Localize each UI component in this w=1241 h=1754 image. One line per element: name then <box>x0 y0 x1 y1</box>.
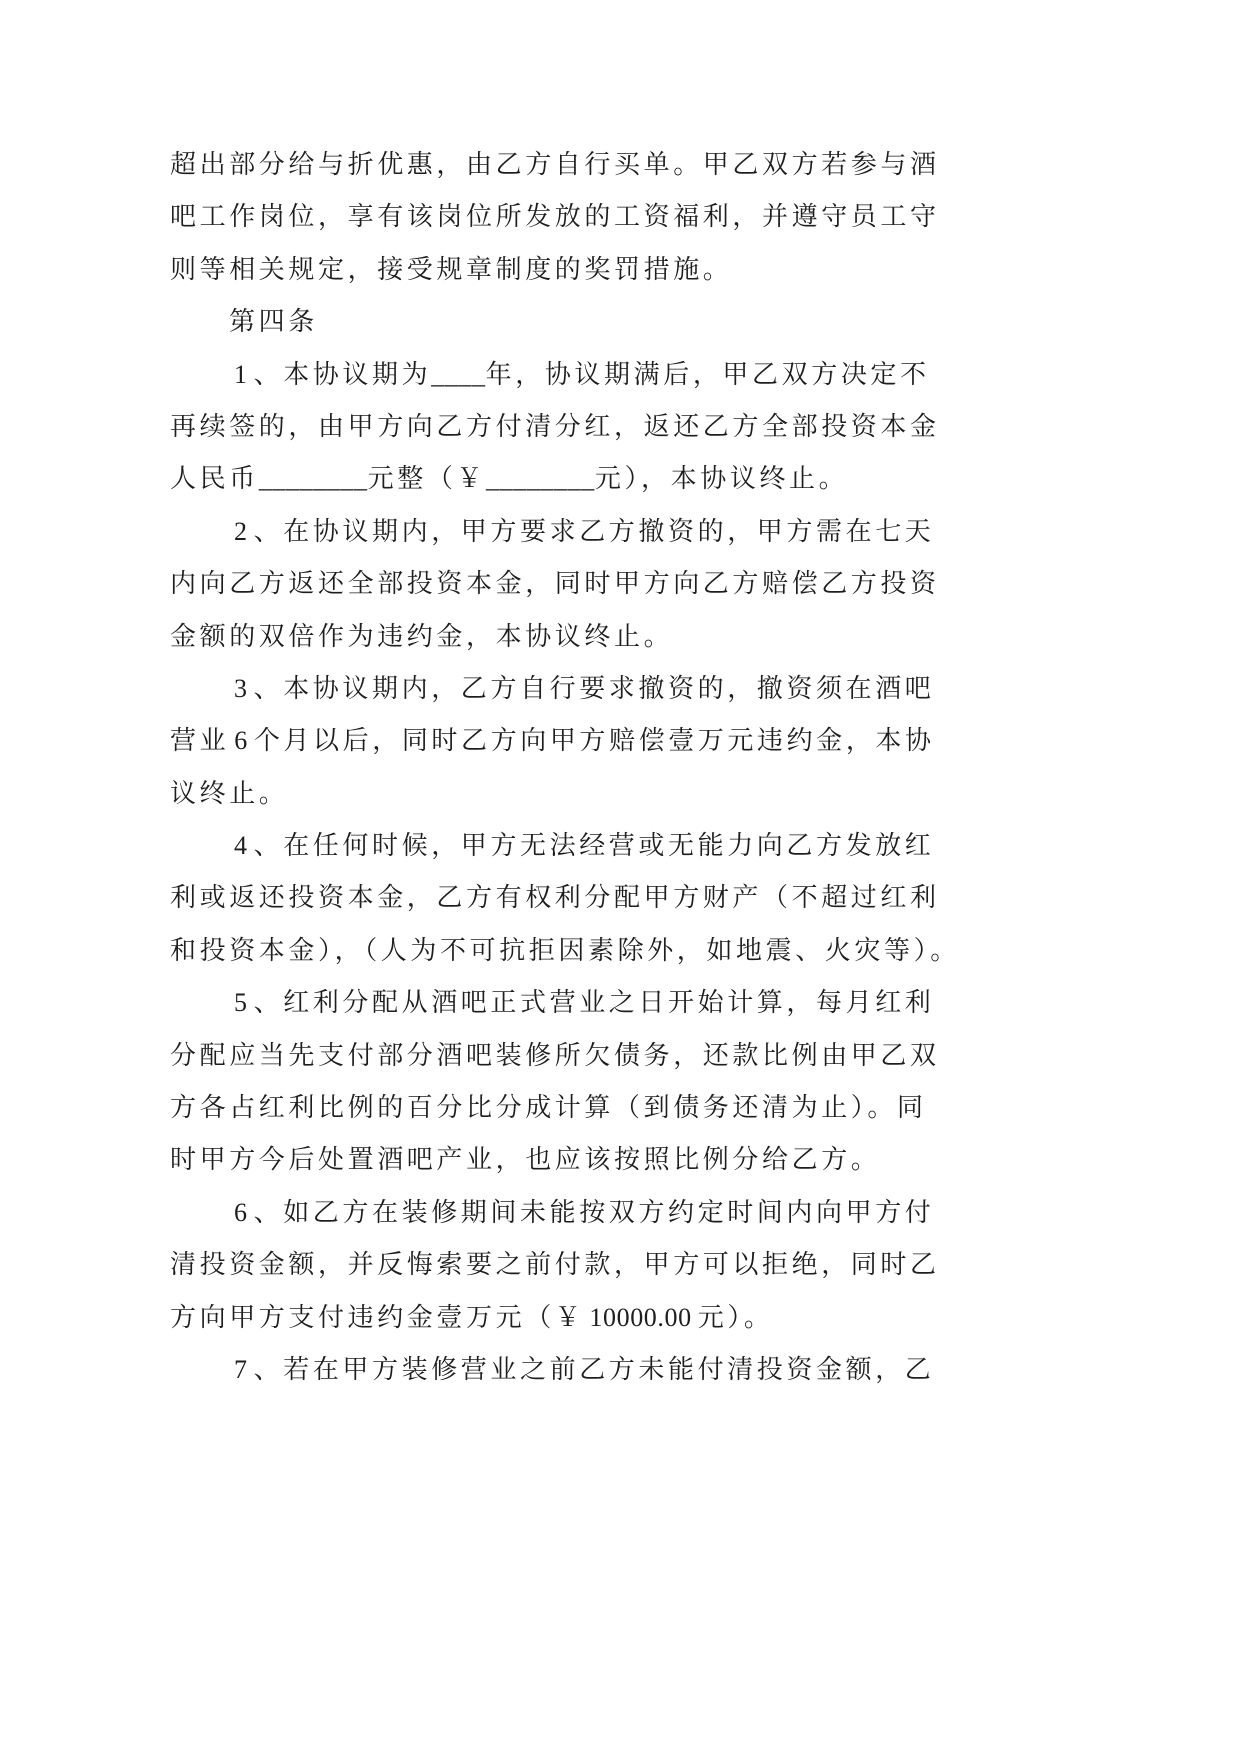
clause-1 <box>170 349 1170 506</box>
latin-run: 7 <box>234 1354 248 1384</box>
clause-7 <box>170 1344 1170 1396</box>
text-line: 再续签的，由甲方向乙方付清分红，返还乙方全部投资本金 <box>170 411 940 441</box>
text-line: 内向乙方返还全部投资本金，同时甲方向乙方赔偿乙方投资 <box>170 569 940 599</box>
document-body <box>170 139 1170 1396</box>
latin-run: ________ <box>486 464 595 494</box>
clause-6 <box>170 1187 1170 1344</box>
text-line: 清投资金额，并反悔索要之前付款，甲方可以拒绝，同时乙 <box>170 1250 940 1280</box>
article-heading-paragraph <box>170 296 1170 348</box>
text-line: 7 、若在甲方装修营业之前乙方未能付清投资金额，乙 <box>234 1354 935 1384</box>
latin-run: 10000.00 <box>589 1302 692 1332</box>
text-line: 和投资本金），（人为不可抗拒因素除外，如地震、火灾等）。 <box>170 935 960 965</box>
latin-run: 1 <box>234 359 248 389</box>
latin-run: ____ <box>431 359 486 389</box>
text-line: 3 、本协议期内，乙方自行要求撤资的，撤资须在酒吧 <box>234 673 935 703</box>
latin-run: 6 <box>234 726 248 756</box>
text-line: 4 、在任何时候，甲方无法经营或无能力向乙方发放红 <box>234 831 935 861</box>
latin-run: 6 <box>234 1197 248 1227</box>
latin-run: ________ <box>258 464 368 494</box>
latin-run: 5 <box>234 988 248 1018</box>
latin-run: 2 <box>234 516 248 546</box>
text-line: 人民币________元整（￥________元），本协议终止。 <box>170 464 849 494</box>
text-line: 2 、在协议期内，甲方要求乙方撤资的，甲方需在七天 <box>234 516 935 546</box>
latin-run: 4 <box>234 831 248 861</box>
clause-3 <box>170 663 1170 820</box>
text-line: 1 、本协议期为____年，协议期满后，甲乙双方决定不 <box>234 359 930 389</box>
text-line: 方向甲方支付违约金壹万元（￥ 10000.00 元）。 <box>170 1302 774 1332</box>
text-line: 6 、如乙方在装修期间未能按双方约定时间内向甲方付 <box>234 1197 935 1227</box>
text-line: 营业 6 个月以后，同时乙方向甲方赔偿壹万元违约金，本协 <box>170 726 935 756</box>
clause-2 <box>170 506 1170 663</box>
text-line: 超出部分给与折优惠，由乙方自行买单。甲乙双方若参与酒 <box>170 150 940 179</box>
clause-4 <box>170 820 1170 977</box>
text-line: 吧工作岗位，享有该岗位所发放的工资福利，并遵守员工守 <box>170 202 940 232</box>
text-line: 金额的双倍作为违约金，本协议终止。 <box>170 621 674 651</box>
text-line: 议终止。 <box>170 778 289 808</box>
text-line: 5 、红利分配从酒吧正式营业之日开始计算，每月红利 <box>234 988 935 1018</box>
article-heading: 第四条 <box>229 307 318 337</box>
text-line: 时甲方今后处置酒吧产业，也应该按照比例分给乙方。 <box>170 1145 881 1175</box>
clause-5 <box>170 977 1170 1187</box>
continuation-paragraph <box>170 139 1170 296</box>
text-line: 利或返还投资本金，乙方有权利分配甲方财产（不超过红利 <box>170 883 940 913</box>
latin-run: 3 <box>234 673 248 703</box>
text-line: 方各占红利比例的百分比分成计算（到债务还清为止）。同 <box>170 1093 927 1123</box>
text-line: 分配应当先支付部分酒吧装修所欠债务，还款比例由甲乙双 <box>170 1040 940 1070</box>
text-line: 则等相关规定，接受规章制度的奖罚措施。 <box>170 254 733 284</box>
